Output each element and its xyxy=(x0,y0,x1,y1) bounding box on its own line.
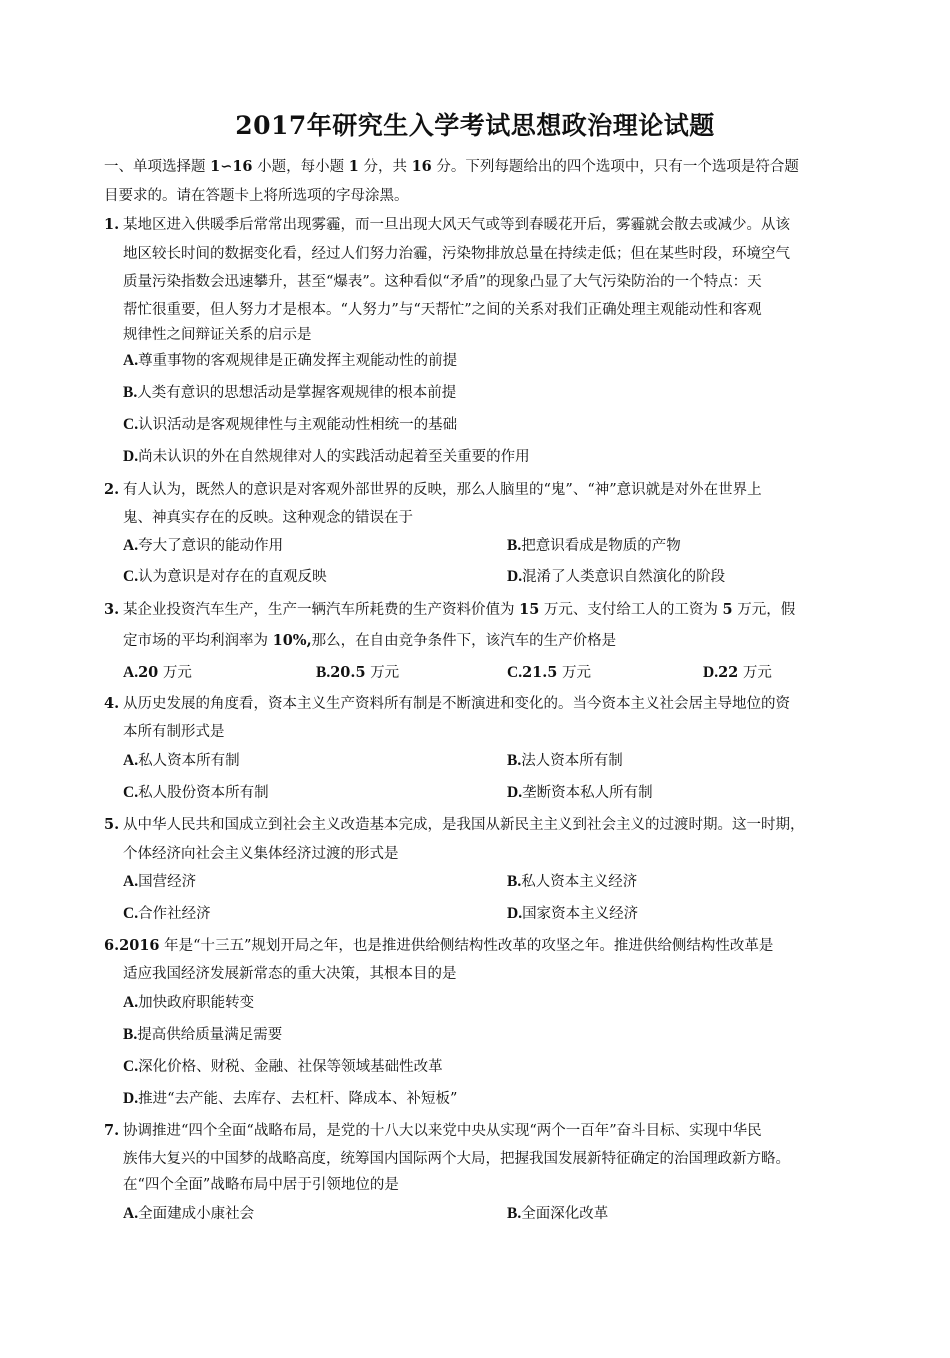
option-text: 夸大了意识的能动作用 xyxy=(138,538,284,554)
question-5-option-d[interactable] xyxy=(507,904,638,924)
question-5-option-c[interactable] xyxy=(123,904,211,924)
option-text: 混淆了人类意识自然演化的阶段 xyxy=(522,569,726,585)
option-letter: D. xyxy=(703,664,719,681)
option-letter: B. xyxy=(123,1026,138,1043)
option-text: 推进“去产能、去库存、去杠杆、降成本、补短板” xyxy=(138,1091,458,1107)
question-2-line: 有人认为，既然人的意识是对客观外部世界的反映，那么人脑里的“鬼”、“神”意识就是对外在世界上 xyxy=(123,482,762,498)
instructions-text: 小题，每小题 xyxy=(252,159,349,175)
question-2-option-d[interactable] xyxy=(507,567,725,587)
question-6-line: 适应我国经济发展新常态的重大决策，其根本目的是 xyxy=(123,966,457,982)
option-text: 把意识看成是物质的产物 xyxy=(521,538,681,554)
question-2-number: 2. xyxy=(104,481,120,498)
question-3-option-c[interactable] xyxy=(507,663,591,683)
option-text: 私人资本主义经济 xyxy=(521,874,638,890)
instructions-line-2: 目要求的。请在答题卡上将所选项的字母涂黑。 xyxy=(104,188,409,204)
option-letter: A. xyxy=(123,537,139,554)
question-5-line: 从中华人民共和国成立到社会主义改造基本完成，是我国从新民主主义到社会主义的过渡时期。这一时期， xyxy=(123,817,805,833)
option-text: 垄断资本私人所有制 xyxy=(522,785,653,801)
question-1-number: 1. xyxy=(104,216,120,233)
question-4-option-b[interactable] xyxy=(507,751,623,771)
question-6-option-b[interactable] xyxy=(123,1025,282,1045)
instructions-range: 1∽16 xyxy=(210,158,253,175)
question-3-number: 3. xyxy=(104,601,120,618)
option-letter: A. xyxy=(123,664,139,681)
question-3-value: 10%, xyxy=(272,632,312,649)
option-letter: A. xyxy=(123,873,139,890)
option-letter: B. xyxy=(507,873,522,890)
question-4-option-d[interactable] xyxy=(507,783,653,803)
instructions-text: 分。下列每题给出的四个选项中，只有一个选项是符合题 xyxy=(431,159,799,175)
option-letter: D. xyxy=(507,568,523,585)
question-1-option-d[interactable] xyxy=(123,447,530,467)
question-1-option-c[interactable] xyxy=(123,415,457,435)
question-3-text: 那么，在自由竞争条件下，该汽车的生产价格是 xyxy=(311,633,617,649)
option-letter: D. xyxy=(123,1090,139,1107)
question-5-option-b[interactable] xyxy=(507,872,637,892)
question-5-option-a[interactable] xyxy=(123,872,196,892)
question-6-option-d[interactable] xyxy=(123,1089,457,1109)
question-7-line: 协调推进“四个全面“战略布局，是党的十八大以来党中央从实现“两个一百年”奋斗目标、实现中华民 xyxy=(123,1123,762,1139)
question-6-number: 6.2016 xyxy=(104,937,160,954)
question-5-line: 个体经济向社会主义集体经济过渡的形式是 xyxy=(123,846,399,862)
instructions-line-1 xyxy=(104,157,799,177)
option-letter: A. xyxy=(123,352,139,369)
question-3-text: 万元、支付给工人的工资为 xyxy=(539,602,723,618)
option-text: 尚未认识的外在自然规律对人的实践活动起着至关重要的作用 xyxy=(138,449,530,465)
option-text: 私人股份资本所有制 xyxy=(138,785,269,801)
option-letter: B. xyxy=(507,537,522,554)
question-6-option-c[interactable] xyxy=(123,1057,443,1077)
option-unit: 万元 xyxy=(365,665,400,681)
instructions-total: 16 xyxy=(411,158,432,175)
question-2-option-a[interactable] xyxy=(123,536,283,556)
option-letter: D. xyxy=(507,905,523,922)
option-letter: C. xyxy=(123,416,139,433)
question-7-line: 在“四个全面”战略布局中居于引领地位的是 xyxy=(123,1177,399,1193)
question-3-line xyxy=(123,631,616,651)
instructions-text: 一、单项选择题 xyxy=(104,159,211,175)
instructions-points: 1 xyxy=(348,158,359,175)
question-2-option-b[interactable] xyxy=(507,536,681,556)
option-text: 全面建成小康社会 xyxy=(138,1206,255,1222)
option-text: 加快政府职能转变 xyxy=(138,995,255,1011)
option-letter: C. xyxy=(123,784,139,801)
option-letter: D. xyxy=(123,448,139,465)
option-unit: 万元 xyxy=(158,665,192,681)
option-letter: A. xyxy=(123,994,139,1011)
option-letter: B. xyxy=(123,384,138,401)
question-3-text: 某企业投资汽车生产，生产一辆汽车所耗费的生产资料价值为 xyxy=(123,602,520,618)
question-6-line xyxy=(104,936,773,956)
question-7-line: 族伟大复兴的中国梦的战略高度，统筹国内国际两个大局，把握我国发展新特征确定的治国理政新方略。 xyxy=(123,1151,790,1167)
option-text: 人类有意识的思想活动是掌握客观规律的根本前提 xyxy=(137,385,457,401)
option-value: 21.5 xyxy=(522,664,558,681)
question-1-option-a[interactable] xyxy=(123,351,457,371)
question-1-line: 质量污染指数会迅速攀升，甚至“爆表”。这种看似“矛盾”的现象凸显了大气污染防治的一个特点：天 xyxy=(123,274,762,290)
question-1-option-b[interactable] xyxy=(123,383,456,403)
option-letter: B. xyxy=(316,664,331,681)
question-1-line: 帮忙很重要，但人努力才是根本。“人努力”与“天帮忙”之间的关系对我们正确处理主观能动性和客观 xyxy=(123,302,762,318)
option-unit: 万元 xyxy=(738,665,772,681)
question-1-line: 某地区进入供暖季后常常出现雾霾，而一旦出现大风天气或等到春暖花开后，雾霾就会散去或减少。从该 xyxy=(123,217,790,233)
question-1-line: 规律性之间辩证关系的启示是 xyxy=(123,327,312,343)
question-1-line: 地区较长时间的数据变化看，经过人们努力治霾，污染物排放总量在持续走低；但在某些时段，环境空气 xyxy=(123,246,790,262)
option-text: 深化价格、财税、金融、社保等领域基础性改革 xyxy=(138,1059,443,1075)
option-letter: B. xyxy=(507,1205,522,1222)
option-letter: A. xyxy=(123,752,139,769)
option-text: 私人资本所有制 xyxy=(138,753,240,769)
question-4-line: 本所有制形式是 xyxy=(123,724,225,740)
question-4-option-c[interactable] xyxy=(123,783,269,803)
question-2-option-c[interactable] xyxy=(123,567,327,587)
question-7-option-a[interactable] xyxy=(123,1204,254,1224)
option-text: 认为意识是对存在的直观反映 xyxy=(138,569,327,585)
option-text: 合作社经济 xyxy=(138,906,211,922)
option-letter: C. xyxy=(123,568,139,585)
option-value: 20.5 xyxy=(330,664,366,681)
question-3-line xyxy=(123,600,795,620)
question-3-text: 万元，假 xyxy=(732,602,796,618)
question-2-line: 鬼、神真实存在的反映。这种观念的错误在于 xyxy=(123,510,413,526)
option-text: 国家资本主义经济 xyxy=(522,906,639,922)
option-value: 20 xyxy=(138,664,159,681)
option-letter: C. xyxy=(507,664,523,681)
question-3-option-d[interactable] xyxy=(703,663,772,683)
instructions-text: 分，共 xyxy=(358,159,412,175)
question-7-number: 7. xyxy=(104,1122,120,1139)
question-6-option-a[interactable] xyxy=(123,993,254,1013)
option-letter: D. xyxy=(507,784,523,801)
question-3-value: 5 xyxy=(722,601,733,618)
option-unit: 万元 xyxy=(557,665,592,681)
option-text: 法人资本所有制 xyxy=(521,753,623,769)
option-text: 全面深化改革 xyxy=(521,1206,609,1222)
question-3-text: 定市场的平均利润率为 xyxy=(123,633,273,649)
option-letter: C. xyxy=(123,1058,139,1075)
option-text: 尊重事物的客观规律是正确发挥主观能动性的前提 xyxy=(138,353,458,369)
option-letter: B. xyxy=(507,752,522,769)
question-5-number: 5. xyxy=(104,816,120,833)
option-letter: A. xyxy=(123,1205,139,1222)
question-4-option-a[interactable] xyxy=(123,751,240,771)
question-4-number: 4. xyxy=(104,695,120,712)
option-letter: C. xyxy=(123,905,139,922)
option-text: 提高供给质量满足需要 xyxy=(137,1027,283,1043)
option-text: 认识活动是客观规律性与主观能动性相统一的基础 xyxy=(138,417,458,433)
option-value: 22 xyxy=(718,664,739,681)
page-title: 2017年研究生入学考试思想政治理论试题 xyxy=(235,111,715,140)
question-7-option-b[interactable] xyxy=(507,1204,608,1224)
question-3-value: 15 xyxy=(519,601,540,618)
option-text: 国营经济 xyxy=(138,874,197,890)
question-3-option-a[interactable] xyxy=(123,663,192,683)
question-4-line: 从历史发展的角度看，资本主义生产资料所有制是不断演进和变化的。当今资本主义社会居主导地位的资 xyxy=(123,696,790,712)
question-3-option-b[interactable] xyxy=(316,663,399,683)
question-6-text: 年是“十三五”规划开局之年，也是推进供给侧结构性改革的攻坚之年。推进供给侧结构性改革是 xyxy=(159,938,774,954)
